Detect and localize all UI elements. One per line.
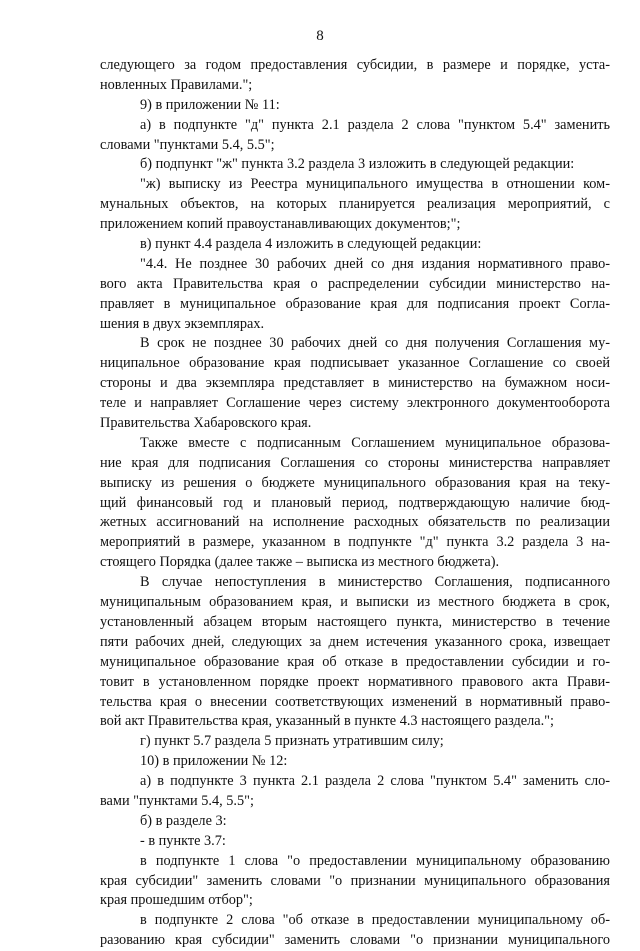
text-line: "ж) выписку из Реестра муниципального имущества в отношении ком- bbox=[140, 176, 610, 193]
text-line: пяти рабочих дней, следующих за днем истечения указанного срока, извещает bbox=[100, 633, 610, 650]
text-line: в) пункт 4.4 раздела 4 изложить в следующей редакции: bbox=[140, 236, 482, 253]
text-line: 9) в приложении № 11: bbox=[140, 96, 280, 113]
text-line: Также вместе с подписанным Соглашением муниципальное образова- bbox=[140, 434, 610, 451]
text-line: б) подпункт "ж" пункта 3.2 раздела 3 изложить в следующей редакции: bbox=[140, 156, 575, 173]
page-number: 8 bbox=[316, 28, 324, 44]
text-line: установленный абзацем вторым настоящего пункта, министерство в течение bbox=[100, 613, 610, 630]
text-line: стоящего Порядка (далее также – выписка из местного бюджета). bbox=[100, 554, 500, 571]
text-line: жетных ассигнований на исполнение расходных обязательств по реализации bbox=[100, 514, 610, 531]
text-line: "4.4. Не позднее 30 рабочих дней со дня издания нормативного право- bbox=[140, 255, 610, 272]
text-line: 10) в приложении № 12: bbox=[140, 753, 288, 770]
text-line: щий финансовый год и плановый период, подтверждающую наличие бюд- bbox=[100, 494, 610, 511]
text-line: ниципальное образование края подписывает указанное Соглашение со своей bbox=[100, 355, 610, 372]
text-line: теле и направляет Соглашение через систему электронного документооборота bbox=[100, 395, 610, 412]
text-line: разованию края субсидии" заменить словами "о признании муниципального bbox=[100, 932, 610, 949]
text-line: шения в двух экземплярах. bbox=[100, 315, 265, 332]
text-line: следующего за годом предоставления субсидии, в размере и порядке, уста- bbox=[100, 57, 610, 73]
text-line: б) в разделе 3: bbox=[140, 812, 227, 829]
text-line: края прошедшим отбор"; bbox=[100, 892, 253, 909]
text-line: - в пункте 3.7: bbox=[140, 832, 226, 849]
text-line: вого акта Правительства края о распределении субсидии министерство на- bbox=[100, 275, 610, 292]
text-line: Правительства Хабаровского края. bbox=[100, 415, 312, 432]
text-line: г) пункт 5.7 раздела 5 признать утратившим силу; bbox=[140, 733, 444, 750]
text-line: В срок не позднее 30 рабочих дней со дня получения Соглашения му- bbox=[140, 335, 610, 352]
text-line: а) в подпункте "д" пункта 2.1 раздела 2 слова "пунктом 5.4" заменить bbox=[140, 116, 610, 133]
text-line: в подпункте 2 слова "об отказе в предоставлении муниципальному об- bbox=[140, 912, 610, 929]
text-line: правляет в муниципальное образование края для подписания проект Согла- bbox=[100, 295, 610, 312]
text-line: муниципальным образованием края, и выписки из местного бюджета в срок, bbox=[100, 594, 610, 611]
text-line: товит в установленном порядке проект нормативного правового акта Прави- bbox=[100, 673, 610, 690]
text-line: муниципальное образование края об отказе в предоставлении субсидии и го- bbox=[100, 653, 610, 670]
text-line: вами "пунктами 5.4, 5.5"; bbox=[100, 792, 254, 809]
text-line: вой акт Правительства края, указанный в пункте 4.3 настоящего раздела."; bbox=[100, 713, 554, 730]
text-line: а) в подпункте 3 пункта 2.1 раздела 2 слова "пунктом 5.4" заменить сло- bbox=[140, 773, 610, 790]
text-line: новленных Правилами."; bbox=[100, 76, 253, 93]
text-line: выписку из решения о бюджете муниципального образования края на теку- bbox=[100, 474, 610, 491]
text-line: приложением копий правоустанавливающих документов;"; bbox=[100, 216, 461, 233]
text-line: словами "пунктами 5.4, 5.5"; bbox=[100, 136, 275, 153]
text-line: мероприятий в размере, указанном в подпункте "д" пункта 3.2 раздела 3 на- bbox=[100, 534, 610, 551]
text-line: края субсидии" заменить словами "о признании муниципального образования bbox=[100, 872, 610, 889]
text-line: ние края для подписания Соглашения со стороны министерства направляет bbox=[100, 454, 610, 471]
text-line: мунальных объектов, на которых планируется реализация мероприятий, с bbox=[100, 196, 610, 213]
document-body bbox=[100, 56, 610, 951]
text-line: стороны и два экземпляра представляет в министерство на бумажном носи- bbox=[100, 375, 610, 392]
text-line: В случае непоступления в министерство Соглашения, подписанного bbox=[140, 574, 610, 591]
text-line: в подпункте 1 слова "о предоставлении муниципальному образованию bbox=[140, 852, 610, 869]
text-line: тельства края о внесении соответствующих изменений в нормативный право- bbox=[100, 693, 610, 710]
